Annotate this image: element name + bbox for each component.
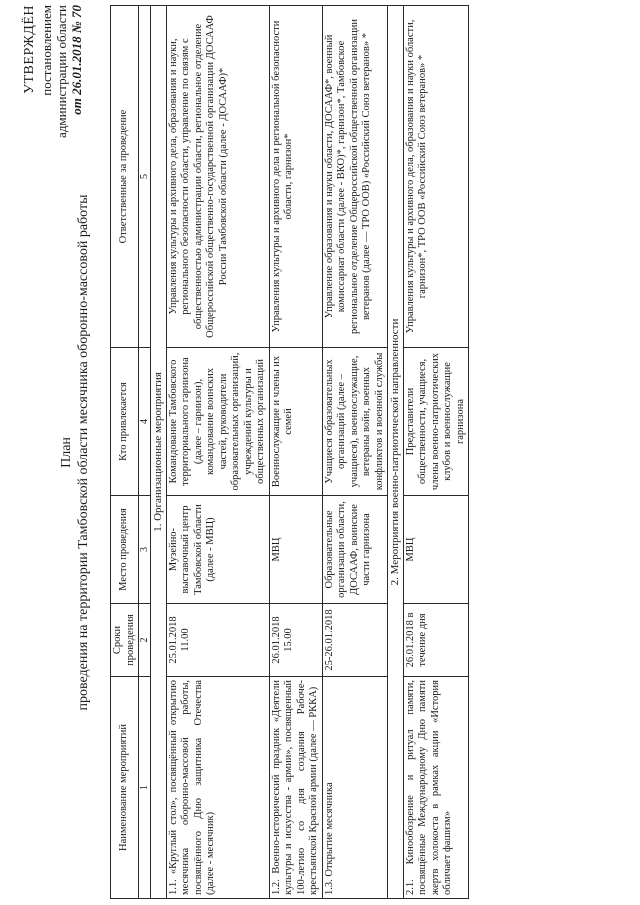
table-row — [269, 6, 322, 899]
cell-place: МВЦ — [403, 496, 469, 604]
approval-signature: от 26.01.2018 № 70 — [69, 5, 84, 115]
table-row — [166, 6, 269, 899]
header-who: Кто привлекается — [111, 348, 139, 496]
table-header-row — [111, 6, 139, 899]
section-row — [388, 6, 404, 899]
cell-name: 1.3. Открытие месячника — [322, 677, 388, 899]
document-title — [58, 50, 92, 855]
cell-dates: 26.01.2018 в течение дня — [403, 604, 469, 677]
header-dates: Сроки проведения — [111, 604, 139, 677]
cell-name: 2.1. Кинообозрение и ритуал памяти, посвящённые Международному Дню памяти жертв холокоста в рамках акции «История обличает фашизм» — [403, 677, 469, 899]
approval-heading: УТВЕРЖДЁН — [22, 5, 37, 94]
cell-place: Образовательные организации области, ДОСААФ, воинские части гарнизона — [322, 496, 388, 604]
cell-dates: 26.01.2018 15.00 — [269, 604, 322, 677]
cell-place: Музейно-выставочный центр Тамбовской области (далее - МВЦ) — [166, 496, 269, 604]
cell-responsible: Управления культуры и архивного дела и региональной безопасности области, гарнизон* — [269, 6, 322, 348]
cell-name: 1.2. Военно-исторический праздник «Деятели культуры и искусства - армии», посвященный 100-летию со дня создания Рабоче-крестьянской Красной армии (далее — РККА) — [269, 677, 322, 899]
cell-who: Командование Тамбовского территориального гарнизона (далее – гарнизон), командование воинских частей, руководители образовательных организаций, учреждений культуры и общественных организаций — [166, 348, 269, 496]
column-number: 4 — [139, 348, 151, 496]
cell-responsible: Управления культуры и архивного дела, образования и науки, регионального безопасности области, управление по связям с общественностью администрации области, региональное отделение Общероссийской общественно-государственной организации ДОСААФ России Тамбовской области (далее - ДОСААФ)* — [166, 6, 269, 348]
title-line-2: проведения на территории Тамбовской области месячника оборонно-массовой работы — [76, 194, 91, 711]
section-row — [151, 6, 167, 899]
cell-dates: 25.01.2018 11.00 — [166, 604, 269, 677]
plan-table — [110, 5, 469, 899]
cell-who: Учащиеся образовательных организаций (далее – учащиеся), военнослужащие, ветераны войн, военных конфликтов и военной службы — [322, 348, 388, 496]
table-row — [322, 6, 388, 899]
header-responsible: Ответственные за проведение — [111, 6, 139, 348]
cell-dates: 25-26.01.2018 — [322, 604, 388, 677]
section-title: 2. Мероприятия военно-патриотической направленности — [388, 6, 404, 899]
header-place: Место проведения — [111, 496, 139, 604]
cell-who: Представители общественности, учащиеся, члены военно-патриотических клубов и военнослужащие гарнизона — [403, 348, 469, 496]
title-line-1: План — [59, 437, 74, 468]
cell-who: Военнослужащие и члены их семей — [269, 348, 322, 496]
section-title: 1. Организационные мероприятия — [151, 6, 167, 899]
cell-name: 1.1. «Круглый стол», посвящённый открытию месячника оборонно-массовой работы, посвящённого Дню защитника Отечества (далее - месячник) — [166, 677, 269, 899]
column-number: 1 — [139, 677, 151, 899]
column-number: 2 — [139, 604, 151, 677]
cell-place: МВЦ — [269, 496, 322, 604]
cell-responsible: Управления культуры и архивного дела, образования и науки области, гарнизон*, ТРО ООВ «Российский Союз ветеранов» * — [403, 6, 469, 348]
cell-responsible: Управление образования и науки области, ДОСААФ*, военный комиссариат области (далее - ВКО)*, гарнизон*, Тамбовское региональное отделение Общероссийской общественной организации ветеранов (далее — ТРО ООВ) «Российский Союз ветеранов» * — [322, 6, 388, 348]
column-number-row — [139, 6, 151, 899]
column-number: 3 — [139, 496, 151, 604]
table-row — [403, 6, 469, 899]
column-number: 5 — [139, 6, 151, 348]
approval-line: постановлением администрации области — [39, 5, 69, 138]
header-name: Наименование мероприятий — [111, 677, 139, 899]
